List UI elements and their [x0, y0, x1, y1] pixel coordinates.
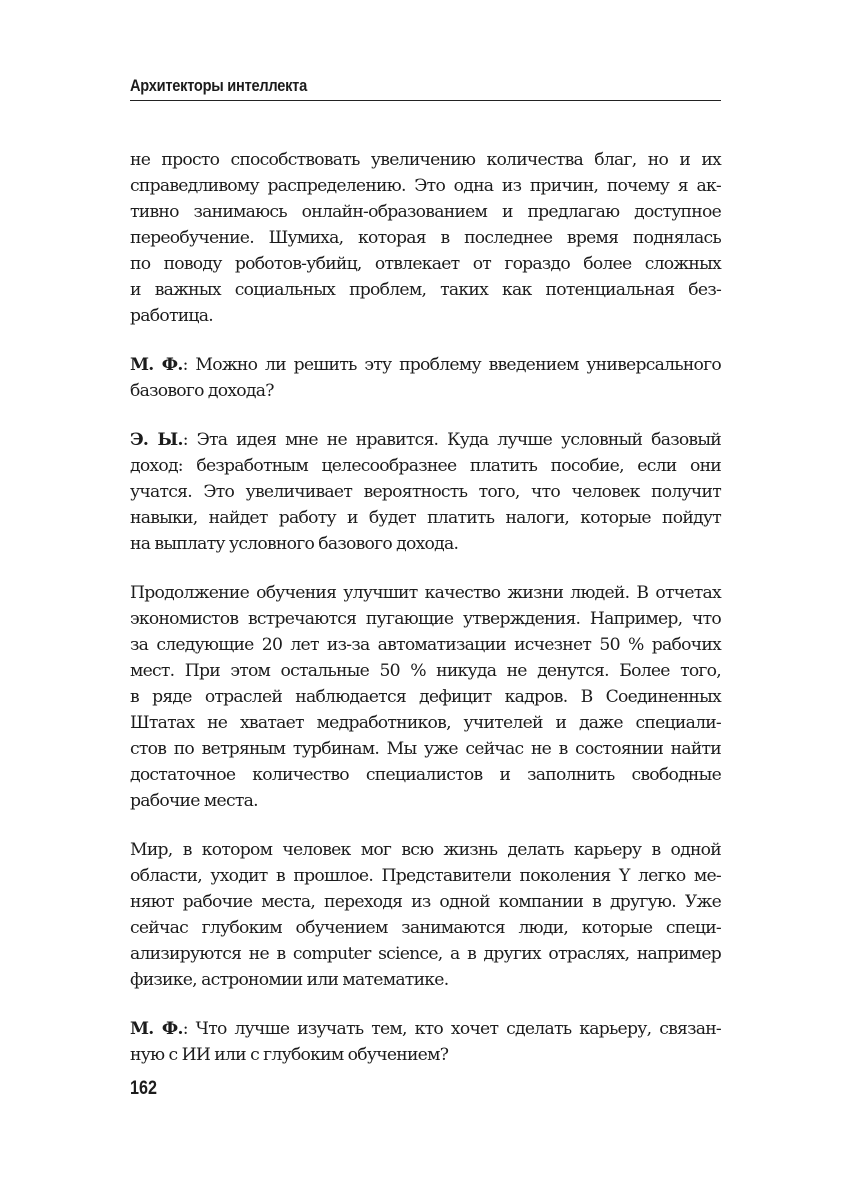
text-line: справедливому распределению. Это одна из причин, почему я ак- — [130, 176, 721, 196]
text-line: в ряде отраслей наблюдается дефицит кадров. В Соединенных — [130, 687, 721, 707]
text-line — [130, 427, 721, 453]
text-run: : Можно ли решить эту проблему введением универсального — [182, 355, 721, 375]
speaker-label: М. Ф. — [130, 355, 183, 375]
text-line: базового дохода? — [130, 381, 274, 401]
text-line: работица. — [130, 306, 213, 326]
text-line: сейчас глубоким обучением занимаются люди, которые специ- — [130, 918, 721, 938]
text-line: на выплату условного базового дохода. — [130, 534, 459, 554]
speaker-label: М. Ф. — [130, 1019, 183, 1039]
page-number: 162 — [130, 1078, 157, 1099]
text-line: стов по ветряным турбинам. Мы уже сейчас не в состоянии найти — [130, 739, 721, 759]
paragraph — [130, 147, 721, 329]
text-line: Мир, в котором человек мог всю жизнь делать карьеру в одной — [130, 840, 721, 860]
text-line: учатся. Это увеличивает вероятность того, что человек получит — [130, 482, 721, 502]
question-paragraph — [130, 352, 721, 404]
text-line: няют рабочие места, переходя из одной компании в другую. Уже — [130, 892, 721, 912]
text-line: доход: безработным целесообразнее платить пособие, если они — [130, 456, 721, 476]
text-line: навыки, найдет работу и будет платить налоги, которые пойдут — [130, 508, 721, 528]
text-line: физике, астрономии или математике. — [130, 970, 449, 990]
paragraph — [130, 580, 721, 814]
text-line: Штатах не хватает медработников, учителей и даже специали- — [130, 713, 721, 733]
text-line: рабочие места. — [130, 791, 258, 811]
text-line: и важных социальных проблем, таких как потенциальная без- — [130, 280, 721, 300]
question-paragraph — [130, 1016, 721, 1068]
text-run: : Что лучше изучать тем, кто хочет сделать карьеру, связан- — [182, 1019, 721, 1039]
text-line — [130, 1016, 721, 1042]
text-line: достаточное количество специалистов и заполнить свободные — [130, 765, 721, 785]
text-run: : Эта идея мне не нравится. Куда лучше условный базовый — [182, 430, 721, 450]
answer-paragraph — [130, 427, 721, 557]
text-line: области, уходит в прошлое. Представители поколения Y легко ме- — [130, 866, 721, 886]
header-rule — [130, 100, 721, 101]
text-line: переобучение. Шумиха, которая в последнее время поднялась — [130, 228, 721, 248]
text-line: за следующие 20 лет из-за автоматизации исчезнет 50 % рабочих — [130, 635, 721, 655]
paragraph — [130, 837, 721, 993]
text-line: Продолжение обучения улучшит качество жизни людей. В отчетах — [130, 583, 721, 603]
page-body — [130, 147, 721, 1068]
speaker-label: Э. Ы. — [130, 430, 183, 450]
text-line: мест. При этом остальные 50 % никуда не денутся. Более того, — [130, 661, 721, 681]
text-line: по поводу роботов-убийц, отвлекает от гораздо более сложных — [130, 254, 721, 274]
text-line: экономистов встречаются пугающие утверждения. Например, что — [130, 609, 721, 629]
text-line: тивно занимаюсь онлайн-образованием и предлагаю доступное — [130, 202, 721, 222]
running-head: Архитекторы интеллекта — [130, 76, 307, 95]
text-line: не просто способствовать увеличению количества благ, но и их — [130, 150, 721, 170]
text-line: ализируются не в computer science, а в других отраслях, например — [130, 944, 721, 964]
text-line: ную с ИИ или с глубоким обучением? — [130, 1045, 449, 1065]
text-line — [130, 352, 721, 378]
